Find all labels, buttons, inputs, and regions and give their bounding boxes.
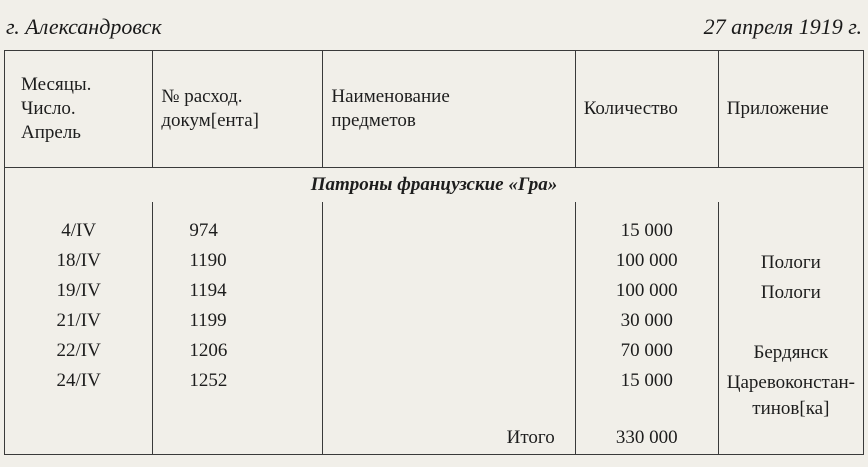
row-item xyxy=(323,368,575,422)
row-item xyxy=(323,202,575,248)
column-header-document: № расход. докум[ента] xyxy=(153,51,323,168)
row-note-line2: тинов[ка] xyxy=(752,398,830,419)
row-date: 24/IV xyxy=(5,368,153,422)
table-row xyxy=(5,338,864,368)
row-qty: 30 000 xyxy=(575,308,718,338)
table-row xyxy=(5,308,864,338)
column-header-date: Месяцы. Число. Апрель xyxy=(5,51,153,168)
row-note xyxy=(718,308,863,338)
column-header-item-name: Наименование предметов xyxy=(323,51,575,168)
section-title: Патроны французские «Гра» xyxy=(5,168,864,203)
row-doc: 1190 xyxy=(153,248,323,278)
row-date: 22/IV xyxy=(5,338,153,368)
place-label: г. Александровск xyxy=(6,14,162,39)
row-item xyxy=(323,308,575,338)
row-doc: 974 xyxy=(153,202,323,248)
row-note-line1: Царевоконстан- xyxy=(726,372,855,393)
section-row xyxy=(5,168,864,203)
row-doc: 1199 xyxy=(153,308,323,338)
row-note xyxy=(718,368,863,422)
row-date: 18/IV xyxy=(5,248,153,278)
row-note xyxy=(718,202,863,248)
table-row xyxy=(5,278,864,308)
row-qty: 100 000 xyxy=(575,248,718,278)
row-note: Пологи xyxy=(718,278,863,308)
row-doc: 1194 xyxy=(153,278,323,308)
row-date: 4/IV xyxy=(5,202,153,248)
date-label: 27 апреля 1919 г. xyxy=(703,14,862,39)
row-item xyxy=(323,248,575,278)
row-doc: 1252 xyxy=(153,368,323,422)
row-item xyxy=(323,338,575,368)
row-qty: 15 000 xyxy=(575,202,718,248)
page-header xyxy=(6,10,862,44)
ledger-table xyxy=(4,50,864,455)
column-header-quantity: Количество xyxy=(575,51,718,168)
total-quantity: 330 000 xyxy=(575,422,718,455)
row-doc: 1206 xyxy=(153,338,323,368)
row-note: Пологи xyxy=(718,248,863,278)
total-row xyxy=(5,422,864,455)
row-qty: 70 000 xyxy=(575,338,718,368)
row-qty: 15 000 xyxy=(575,368,718,422)
table-header-row xyxy=(5,51,864,168)
row-note: Бердянск xyxy=(718,338,863,368)
row-qty: 100 000 xyxy=(575,278,718,308)
table-row xyxy=(5,248,864,278)
table-row xyxy=(5,202,864,248)
row-date: 19/IV xyxy=(5,278,153,308)
row-date: 21/IV xyxy=(5,308,153,338)
row-item xyxy=(323,278,575,308)
total-label: Итого xyxy=(323,422,575,455)
table-row xyxy=(5,368,864,422)
column-header-note: Приложение xyxy=(718,51,863,168)
